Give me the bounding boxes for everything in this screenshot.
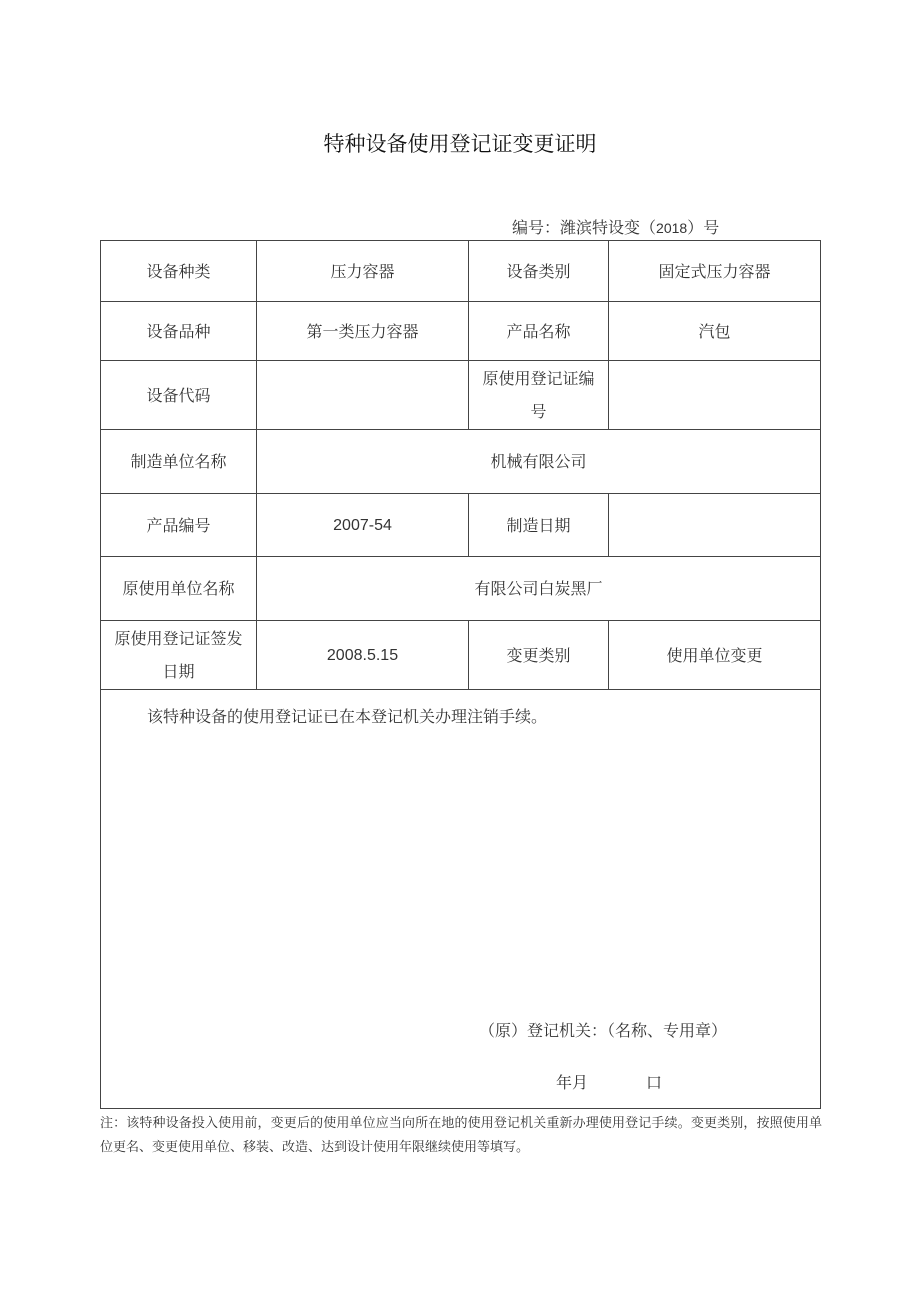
table-row	[101, 241, 821, 302]
product-no-value: 2007-54	[257, 494, 469, 557]
manufacture-date-value	[609, 494, 821, 557]
equipment-variety-value: 第一类压力容器	[257, 302, 469, 361]
orig-cert-no-value	[609, 361, 821, 430]
cancellation-statement: 该特种设备的使用登记证已在本登记机关办理注销手续。	[147, 707, 548, 726]
table-row	[101, 302, 821, 361]
orig-cert-no-label-line1: 原使用登记证编	[482, 369, 595, 388]
orig-issue-date-label-line1: 原使用登记证签发	[114, 629, 243, 648]
table-row	[101, 690, 821, 1109]
orig-user-label: 原使用单位名称	[101, 557, 257, 621]
table-row	[101, 621, 821, 690]
manufacturer-label: 制造单位名称	[101, 430, 257, 494]
date-line	[556, 1072, 662, 1094]
change-type-label: 变更类别	[469, 621, 609, 690]
change-type-value: 使用单位变更	[609, 621, 821, 690]
document-number	[512, 215, 719, 238]
document-title: 特种设备使用登记证变更证明	[323, 132, 597, 156]
footnote: 注：该特种设备投入使用前，变更后的使用单位应当向所在地的使用登记机关重新办理使用登记手续。变更类别，按照使用单位更名、变更使用单位、移装、改造、达到设计使用年限继续使用等填写。	[100, 1116, 822, 1155]
equipment-code-label: 设备代码	[101, 361, 257, 430]
authority-seal-line: （原）登记机关：（名称、专用章）	[479, 1021, 728, 1040]
orig-issue-date-label	[101, 621, 257, 690]
equipment-code-value	[257, 361, 469, 430]
document-number-label: 编号：	[512, 218, 561, 237]
equipment-category-label: 设备类别	[469, 241, 609, 302]
table-row	[101, 361, 821, 430]
orig-issue-date-value: 2008.5.15	[257, 621, 469, 690]
orig-cert-no-label	[469, 361, 609, 430]
product-no-label: 产品编号	[101, 494, 257, 557]
orig-issue-date-label-line2: 日期	[162, 662, 195, 681]
product-name-label: 产品名称	[469, 302, 609, 361]
product-name-value: 汽包	[609, 302, 821, 361]
manufacturer-value: 机械有限公司	[257, 430, 821, 494]
manufacture-date-label: 制造日期	[469, 494, 609, 557]
document-number-prefix: 潍滨特设变（	[560, 218, 657, 237]
equipment-type-label: 设备种类	[101, 241, 257, 302]
table-row	[101, 494, 821, 557]
document-number-suffix: ）号	[687, 218, 720, 237]
certificate-change-table	[100, 240, 821, 1109]
orig-cert-no-label-line2: 号	[530, 402, 547, 421]
statement-cell	[101, 690, 821, 1109]
table-row	[101, 430, 821, 494]
document-number-year: 2018	[656, 220, 688, 236]
date-year-month: 年月	[556, 1073, 589, 1092]
table-row	[101, 557, 821, 621]
equipment-category-value: 固定式压力容器	[609, 241, 821, 302]
orig-user-value: 有限公司白炭黑厂	[257, 557, 821, 621]
equipment-type-value: 压力容器	[257, 241, 469, 302]
date-day: 口	[646, 1073, 663, 1092]
equipment-variety-label: 设备品种	[101, 302, 257, 361]
